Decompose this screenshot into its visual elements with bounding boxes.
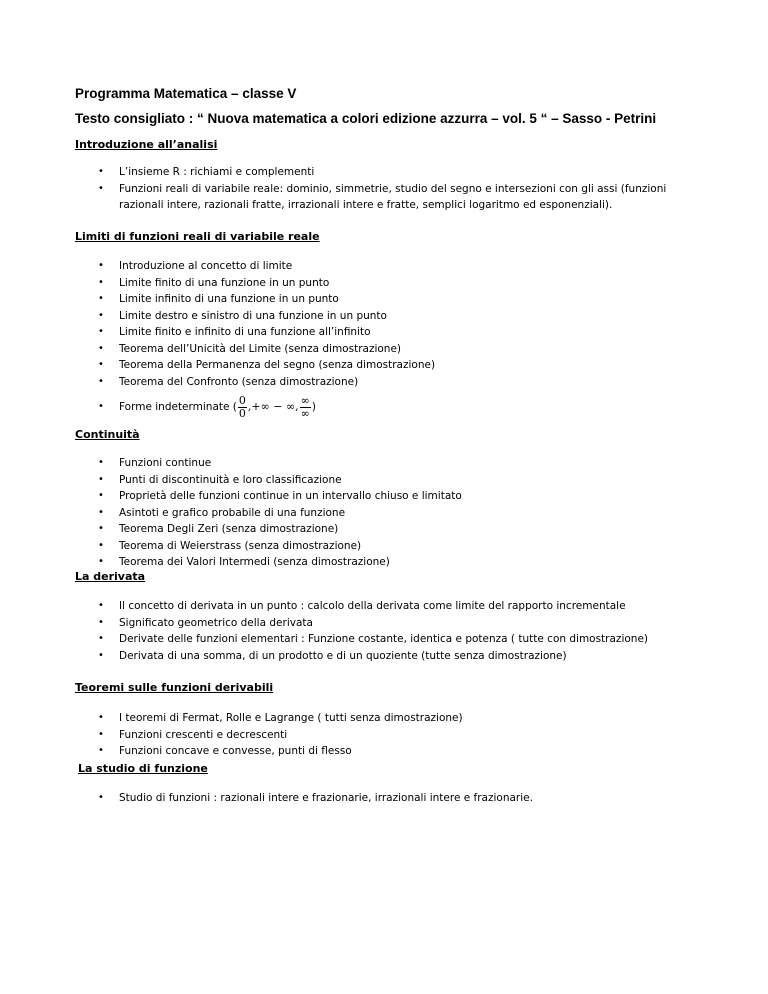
list-item: • Proprietà delle funzioni continue in un intervallo chiuso e limitato bbox=[0, 488, 679, 505]
list-item: • Significato geometrico della derivata bbox=[0, 615, 679, 632]
bullet-icon: • bbox=[98, 293, 104, 304]
list-item: • Teorema di Weierstrass (senza dimostrazione) bbox=[0, 538, 679, 555]
section-list-teoremi bbox=[0, 710, 679, 760]
forme-infinity-minus-infinity: +∞ − ∞ bbox=[251, 399, 296, 413]
bullet-icon: • bbox=[98, 260, 104, 271]
bullet-icon: • bbox=[98, 523, 104, 534]
section-heading-studio: La studio di funzione bbox=[78, 762, 208, 775]
bullet-icon: • bbox=[98, 792, 104, 803]
list-item: • Limite infinito di una funzione in un punto bbox=[0, 291, 679, 308]
document-subtitle: Testo consigliato : “ Nuova matematica a colori edizione azzurra – vol. 5 “ – Sasso - Petrini bbox=[75, 111, 657, 126]
fraction-zero-over-zero: $\frac{0}{0}$ bbox=[238, 393, 246, 420]
section-list-derivata bbox=[0, 598, 679, 664]
bullet-icon: • bbox=[98, 633, 104, 644]
bullet-icon: • bbox=[98, 359, 104, 370]
bullet-icon: • bbox=[98, 401, 104, 412]
bullet-icon: • bbox=[98, 276, 104, 288]
bullet-icon: • bbox=[98, 473, 104, 485]
list-item: • Teorema dell’Unicità del Limite (senza dimostrazione) bbox=[0, 341, 679, 358]
bullet-icon: • bbox=[98, 457, 104, 468]
section-list-introduzione bbox=[0, 164, 679, 214]
section-list-limiti bbox=[0, 258, 679, 424]
forme-separator: , bbox=[247, 399, 252, 413]
section-heading-limiti: Limiti di funzioni reali di variabile reale bbox=[75, 230, 320, 243]
list-item: • Il concetto di derivata in un punto : calcolo della derivata come limite del rapporto incrementale bbox=[0, 598, 679, 615]
bullet-icon: • bbox=[98, 506, 104, 518]
section-heading-teoremi: Teoremi sulle funzioni derivabili bbox=[75, 681, 274, 694]
bullet-icon: • bbox=[98, 745, 104, 756]
section-heading-continuita: Continuità bbox=[75, 428, 140, 441]
forme-separator: , bbox=[295, 399, 299, 413]
bullet-icon: • bbox=[98, 490, 104, 501]
list-item: • Teorema del Confronto (senza dimostrazione) bbox=[0, 374, 679, 391]
bullet-icon: • bbox=[98, 539, 104, 551]
list-item: • Funzioni reali di variabile reale: dominio, simmetrie, studio del segno e intersezioni con gli assi (funzioni razionali intere, razionali fratte, irrazionali intere e fratte, semplici logaritmo ed esponenziali). bbox=[98, 182, 667, 211]
list-item: • Punti di discontinuità e loro classificazione bbox=[0, 472, 679, 489]
list-item: • Teorema Degli Zeri (senza dimostrazione) bbox=[0, 521, 679, 538]
bullet-icon: • bbox=[98, 182, 104, 194]
bullet-icon: • bbox=[98, 556, 104, 567]
list-item: • Limite finito di una funzione in un punto bbox=[0, 275, 679, 292]
list-item-forme-indeterminate bbox=[0, 390, 679, 424]
bullet-icon: • bbox=[98, 616, 104, 628]
list-item: • Studio di funzioni : razionali intere e frazionarie, irrazionali intere e frazionarie. bbox=[0, 790, 679, 807]
list-item: • Funzioni concave e convesse, punti di flesso bbox=[0, 743, 679, 760]
list-item: • Introduzione al concetto di limite bbox=[0, 258, 679, 275]
list-item: • Funzioni continue bbox=[0, 455, 679, 472]
fraction-infinity-over-infinity: $\frac{\infty}{\infty}$ bbox=[300, 393, 310, 420]
list-item: • I teoremi di Fermat, Rolle e Lagrange ( tutti senza dimostrazione) bbox=[0, 710, 679, 727]
list-item: • Limite destro e sinistro di una funzione in un punto bbox=[0, 308, 679, 325]
list-item: • Funzioni crescenti e decrescenti bbox=[0, 727, 679, 744]
list-item: • L’insieme R : richiami e complementi bbox=[0, 164, 679, 181]
bullet-icon: • bbox=[98, 600, 104, 611]
bullet-icon: • bbox=[98, 712, 104, 723]
list-item: • Derivata di una somma, di un prodotto e di un quoziente (tutte senza dimostrazione) bbox=[0, 648, 679, 665]
bullet-icon: • bbox=[98, 166, 104, 177]
section-list-studio bbox=[0, 790, 679, 807]
forme-label: Forme indeterminate ( bbox=[119, 400, 237, 413]
section-heading-derivata: La derivata bbox=[75, 570, 146, 583]
list-item: • Teorema della Permanenza del segno (senza dimostrazione) bbox=[0, 357, 679, 374]
bullet-icon: • bbox=[98, 326, 104, 337]
list-item: • Teorema dei Valori Intermedi (senza dimostrazione) bbox=[0, 554, 679, 571]
list-item: • Limite finito e infinito di una funzione all’infinito bbox=[0, 324, 679, 341]
bullet-icon: • bbox=[98, 649, 104, 661]
list-item: • Asintoti e grafico probabile di una funzione bbox=[0, 505, 679, 522]
section-list-continuita bbox=[0, 455, 679, 571]
list-item: • Derivate delle funzioni elementari : Funzione costante, identica e potenza ( tutte con dimostrazione) bbox=[0, 631, 679, 648]
section-heading-introduzione: Introduzione all’analisi bbox=[75, 138, 218, 151]
document-title: Programma Matematica – classe V bbox=[75, 86, 297, 101]
bullet-icon: • bbox=[98, 375, 104, 387]
bullet-icon: • bbox=[98, 342, 104, 354]
bullet-icon: • bbox=[98, 728, 104, 740]
bullet-icon: • bbox=[98, 309, 104, 321]
forme-close: ) bbox=[311, 400, 316, 413]
